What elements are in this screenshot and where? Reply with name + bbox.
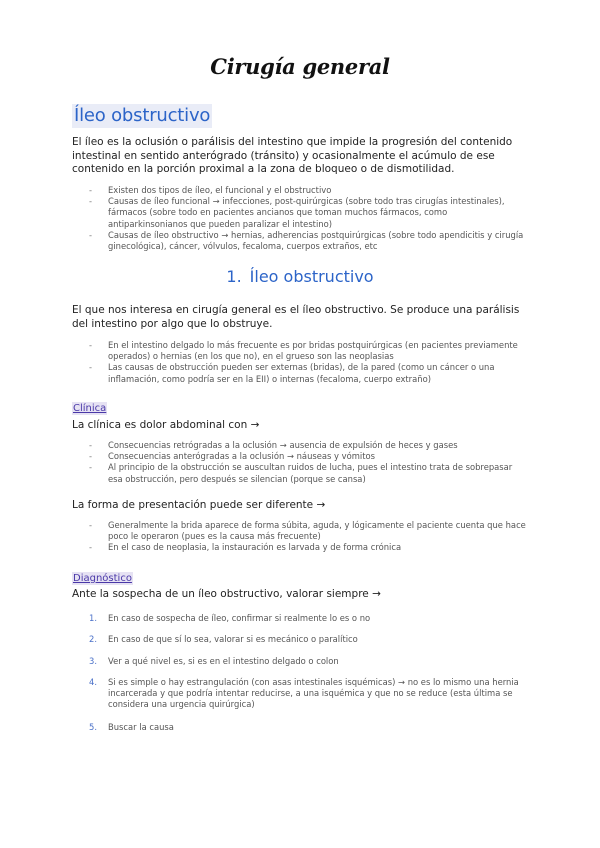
heading-ileo-obstructivo: Íleo obstructivo [74, 105, 211, 126]
diagnostico-item-3 [72, 656, 528, 667]
list-item: - Causas de íleo funcional → infecciones, post-quirúrgicas (sobre todo tras cirugías intestinales), fármacos (sobre todo en pacientes ancianos que toman muchos fármacos, como antiparkinsonianos que pueden paralizar el intestino) [89, 196, 505, 229]
list-item: - Las causas de obstrucción pueden ser externas (bridas), de la pared (como un cáncer o una inflamación, como podría ser en la EII) o internas (fecaloma, cuerpo extraño) [89, 362, 495, 384]
clinica-presentation-list [72, 520, 528, 554]
heading-ileo-obstructivo-wrap [72, 104, 212, 128]
diagnostico-item-5 [72, 722, 528, 733]
list-item: - Consecuencias retrógradas a la oclusión → ausencia de expulsión de heces y gases [89, 440, 458, 450]
list-item: 5. Buscar la causa [89, 722, 174, 732]
list-item: - En el caso de neoplasia, la instauración es larvada y de forma crónica [89, 542, 402, 553]
diagnostico-heading: Diagnóstico [73, 573, 132, 584]
page-title: Cirugía general [210, 54, 390, 79]
section1-paragraph: El que nos interesa en cirugía general es el íleo obstructivo. Se produce una parálisis del intestino por algo que lo obstruye. [72, 304, 520, 330]
section-title: Íleo obstructivo [249, 267, 374, 286]
clinica-intro: La clínica es dolor abdominal con → [72, 419, 260, 431]
section-heading-1 [72, 267, 528, 287]
list-item: - Causas de íleo obstructivo → hernias, adherencias postquirúrgicas (sobre todo apendicitis y cirugía ginecológica), cáncer, vólvulos, fecaloma, cuerpos extraños, etc [89, 229, 524, 252]
list-item: 1. En caso de sospecha de íleo, confirmar si realmente lo es o no [89, 613, 371, 623]
clinica-heading-wrap [72, 396, 528, 415]
diagnostico-item-4 [72, 677, 528, 711]
section-number: 1. [226, 267, 242, 286]
section1-bullet-list [72, 340, 528, 385]
list-item: 4. Si es simple o hay estrangulación (con asas intestinales isquémicas) → no es lo mismo una hernia incarcerada y que podría intentar reducirse, a una isquémica y que no se reduce (esta última se considera una urgencia quirúrgica) [89, 677, 519, 710]
clinica-bullet-list [72, 440, 528, 485]
list-item: 3. Ver a qué nivel es, si es en el intestino delgado o colon [89, 656, 339, 666]
diagnostico-heading-wrap [72, 566, 528, 585]
list-item: - Consecuencias anterógradas a la oclusión → náuseas y vómitos [89, 451, 376, 462]
intro-paragraph: El íleo es la oclusión o parálisis del intestino que impide la progresión del contenido intestinal en sentido anterógrado (tránsito) y ocasionalmente el acúmulo de ese contenido en la porción proximal a la zona de bloqueo o de dismotilidad. [72, 136, 513, 175]
list-item: - Al principio de la obstrucción se auscultan ruidos de lucha, pues el intestino trata de sobrepasar esa obstrucción, pero después se silencian (porque se cansa) [89, 462, 513, 484]
diagnostico-item-2 [72, 634, 528, 645]
diagnostico-item-1 [72, 613, 528, 624]
list-item: - En el intestino delgado lo más frecuente es por bridas postquirúrgicas (en pacientes previamente operados) o hernias (en los que no), en el grueso son las neoplasias [89, 340, 518, 362]
list-item: - Generalmente la brida aparece de forma súbita, aguda, y lógicamente el paciente cuenta que hace poco le operaron (pues es la causa más frecuente) [89, 520, 526, 542]
list-item: 2. En caso de que sí lo sea, valorar si es mecánico o paralítico [89, 634, 358, 644]
clinica-heading: Clínica [73, 403, 107, 414]
intro-bullet-list [72, 185, 528, 252]
list-item: - Existen dos tipos de íleo, el funcional y el obstructivo [89, 185, 332, 195]
diagnostico-intro: Ante la sospecha de un íleo obstructivo, valorar siempre → [72, 588, 381, 600]
clinica-presentation: La forma de presentación puede ser diferente → [72, 499, 326, 511]
